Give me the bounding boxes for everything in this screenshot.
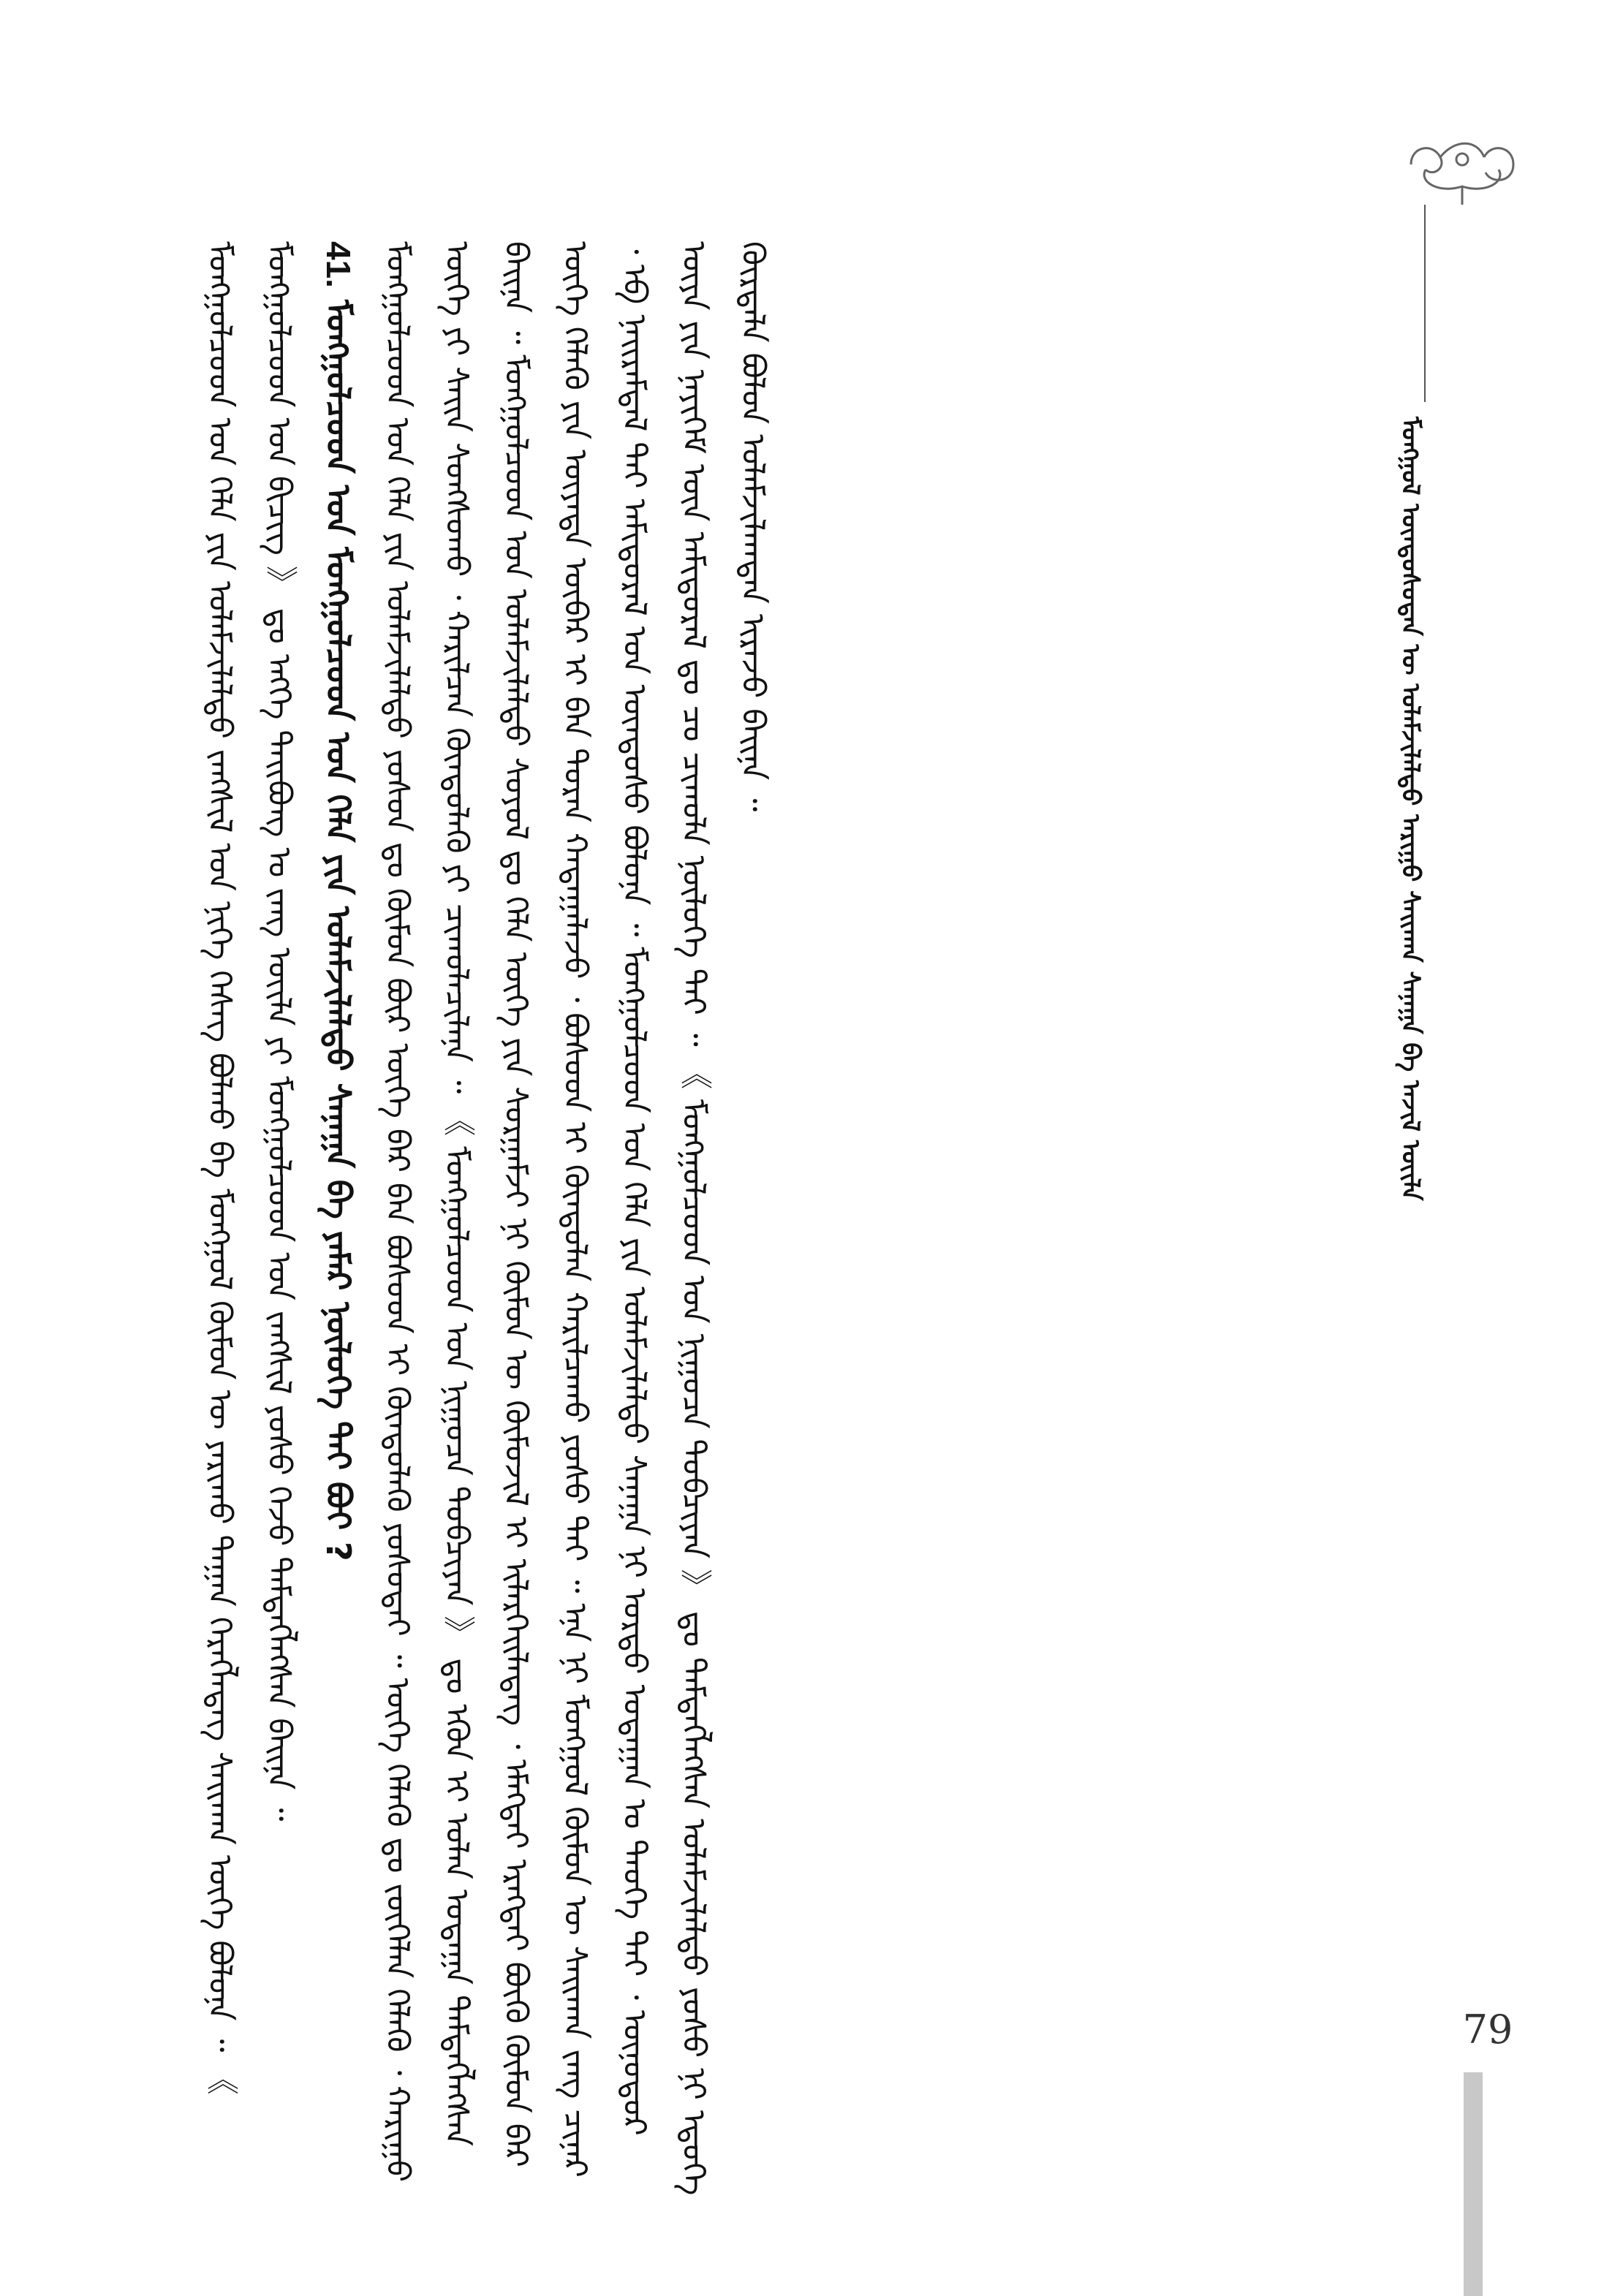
- question-heading: [309, 241, 368, 2200]
- paragraph-2: ᠮᠣᠩᠭᠣᠯᠴᠤᠳ ᠤᠨ ᠬᠡᠯᠡ ᠶᠢᠨ ᠤᠯᠠᠮᠵᠢᠯᠠᠯᠲᠤ ᠶᠣᠰᠣᠨ ᠳᠤ ᠬᠦᠮᠦᠨ ᠪᠦᠷ ᠦᠭᠡ ᠪᠠᠷ ᠪᠠᠨ ᠪᠤᠰᠤᠳ ᠢ ᠬᠦᠨᠳᠦᠯᠡᠬᠦ ᠶᠣᠰᠣᠳᠠᠢ ᠃ ᠦᠭᠡ ᠬᠡᠯᠡᠬᠦ ᠳᠤ ᠵᠥᠭᠡᠯᠡᠨ ᠬᠡᠯᠡᠬᠦ ᠂ ᠬᠠᠷᠢᠭᠤ ᠦᠭᠡ ᠶᠢ ᠰᠠᠢᠨ ᠰᠣᠩᠰᠣᠬᠤ ᠂ ᠬᠠᠷᠢᠯᠴᠠᠨ ᠬᠦᠨᠳᠦᠯᠡᠬᠦ ᠶᠢ ᠴᠢᠬᠤᠯᠠᠴᠢᠯᠠᠨᠠ ᠃ 《 ᠮᠣᠩᠭᠣᠯᠴᠤᠳ ᠤᠨ ᠨᠢᠭᠤᠴᠠ ᠲᠣᠪᠴᠢᠶᠠᠨ 》 ᠳᠤ ᠡᠭᠦᠨ ᠢ ᠣᠯᠠᠨ ᠤᠳᠠᠭᠠ ᠲᠡᠮᠳᠡᠭᠯᠡᠭᠰᠡᠨ ᠪᠠᠢᠨᠠ ᠃ ᠮᠣᠩᠭᠣᠯᠴᠤᠳ ᠤᠨ ᠤᠯᠠᠮᠵᠢᠯᠠᠯᠲᠤ ᠰᠣᠶᠣᠯ ᠳᠤ ᠬᠡᠯᠡ ᠦᠭᠡ ᠶᠢᠨ ᠰᠤᠷᠭᠠᠮᠵᠢ ᠨᠢ ᠬᠦᠮᠦᠨ ᠦ ᠬᠦᠮᠦᠵᠢᠯ ᠢ ᠢᠯᠡᠷᠬᠡᠢᠯᠡᠳᠡᠭ ᠂ ᠡᠮᠡᠭᠲᠡᠢ ᠡᠷᠡᠭᠲᠡᠢ ᠪᠦᠬᠦ ᠬᠦᠮᠦᠨ ᠪᠠᠷ ᠦᠭᠡ ᠬᠡᠯᠡᠬᠦ ᠶᠢᠨ ᠦᠶᠡᠳᠡ ᠥᠪᠡᠷ ᠢ ᠪᠠᠨ ᠳᠤᠷᠠᠨ ᠬᠠᠳᠠᠭᠠᠯᠠᠵᠤ ᠂ ᠪᠤᠰᠤᠳ ᠢ ᠬᠦᠨᠳᠦᠯᠡᠨ ᠬᠠᠷᠢᠯᠴᠠᠬᠤ ᠶᠣᠰᠣ ᠲᠠᠢ ᠃ ᠡᠨᠡ ᠨᠢ ᠮᠣᠩᠭᠣᠯ ᠬᠦᠮᠦᠨ ᠦ ᠰᠠᠢᠬᠠᠨ ᠵᠠᠩ ᠴᠢᠨᠠᠷ ᠂ ᠡᠪ ᠨᠠᠢᠷᠠᠮᠳᠠᠯ ᠲᠠᠢ ᠠᠮᠢᠳᠤᠷᠠᠯ ᠤᠨ ᠦᠨᠳᠦᠰᠦ ᠪᠣᠯᠤᠨᠠ ᠃ ᠮᠣᠩᠭᠣᠯᠴᠤᠳ ᠤᠨ ᠬᠡᠯᠡ ᠶᠢᠨ ᠤᠯᠠᠮᠵᠢᠯᠠᠯᠲᠤ ᠰᠠᠨᠠᠭᠠ ᠨᠢ ᠤᠷᠲᠤ ᠤᠳᠠᠭᠠᠨ ᠤ ᠲᠡᠦᠬᠡ ᠲᠠᠢ ᠂ ᠥᠨᠥᠳᠥᠷ ᠦᠶᠡ ᠶᠢᠨ ᠨᠡᠶᠢᠭᠡᠮ ᠦᠨ ᠠᠮᠢᠳᠤᠷᠠᠯ ᠳᠤ ᠴᠤ ᠴᠢᠬᠤᠯᠠ ᠨᠥᠯᠦᠭᠡ ᠲᠡᠢ ᠃ 《 ᠮᠣᠩᠭᠣᠯᠴᠤᠳ ᠤᠨ ᠨᠢᠭᠤᠴᠠ ᠲᠣᠪᠴᠢᠶᠠᠨ 》 ᠳᠤ ᠲᠡᠮᠳᠡᠭᠯᠡᠭᠰᠡᠨ ᠤᠯᠠᠮᠵᠢᠯᠠᠯᠲᠤ ᠶᠣᠰᠣ ᠨᠢ ᠡᠳᠦᠭᠡ ᠬᠦᠷᠲᠡᠯᠡ ᠪᠣᠯᠤᠨ ᠤᠯᠠᠮᠵᠢᠯᠠᠭᠳᠠᠨ ᠢᠷᠡᠵᠦ ᠪᠠᠢᠨᠠ ᠃: [379, 241, 771, 2196]
- running-header: [1389, 124, 1535, 1201]
- paragraph-1: ᠮᠣᠩᠭᠣᠯᠴᠤᠳ ᠤᠨ ᠬᠡᠯᠡ ᠶᠢᠨ ᠤᠯᠠᠮᠵᠢᠯᠠᠯᠲᠤ ᠵᠠᠩᠰᠢᠯ ᠤᠨ ᠨᠢᠭᠡ ᠬᠡᠰᠡᠭ ᠪᠣᠯᠬᠤ ᠪᠠ ᠮᠣᠩᠭᠣᠯ ᠬᠦᠮᠦᠨ ᠦ ᠶᠠᠷᠢᠬᠤ ᠳᠠᠭᠠᠨ ᠬᠡᠷᠡᠭᠯᠡᠳᠡᠭ ᠰᠠᠢᠬᠠᠨ ᠦᠭᠡ ᠪᠣᠯᠤᠨᠠ ᠃ 《 ᠮᠣᠩᠭᠣᠯᠴᠤᠳ ᠤᠨ ᠪᠢᠴᠢᠭ 》 ᠳᠤ ᠡᠩᠬᠡ ᠲᠠᠢᠪᠤᠩ ᠤ ᠵᠠᠩ ᠦᠢᠯᠡ ᠶᠢ ᠮᠣᠩᠭᠣᠯᠴᠤᠳ ᠤᠨ ᠵᠠᠩᠰᠢᠯ ᠶᠣᠰᠣ ᠭᠡᠵᠦ ᠲᠡᠮᠳᠡᠭᠯᠡᠭᠰᠡᠨ ᠪᠠᠢᠨᠠ ᠃: [201, 241, 298, 2095]
- page-number: 79: [1462, 2007, 1513, 2053]
- body-text: [190, 241, 1374, 2200]
- question-number: 41.: [319, 241, 357, 288]
- running-header-title: ᠮᠣᠩᠭᠣᠯ ᠦᠨᠳᠦᠰᠦᠲᠡᠨ ᠦ ᠤᠯᠠᠮᠵᠢᠯᠠᠯᠲᠤ ᠠᠷᠢᠭᠤ ᠰᠠᠢᠬᠠᠨ ᠰᠠᠨᠠᠭᠠ ᠪᠠ ᠠᠵᠢᠯ ᠦᠢᠯᠡ: [1396, 417, 1425, 1201]
- question-text: ᠮᠣᠩᠭᠣᠯᠴᠤᠳ ᠤᠨ ᠮᠣᠩᠭᠣᠯᠴᠤᠳ ᠤᠨ ᠬᠡᠯᠡ ᠶᠢᠨ ᠤᠯᠠᠮᠵᠢᠯᠠᠯᠲᠤ ᠰᠠᠨᠠᠭᠠ ᠪᠠ ᠶᠠᠮᠠᠷ ᠨᠥᠯᠦᠭᠡ ᠲᠠᠢ ᠪᠤᠢ ?: [319, 299, 358, 1561]
- header-rule: [1424, 205, 1426, 402]
- scroll-ornament-icon: [1389, 124, 1535, 205]
- edge-tab-bar: [1464, 2072, 1483, 2296]
